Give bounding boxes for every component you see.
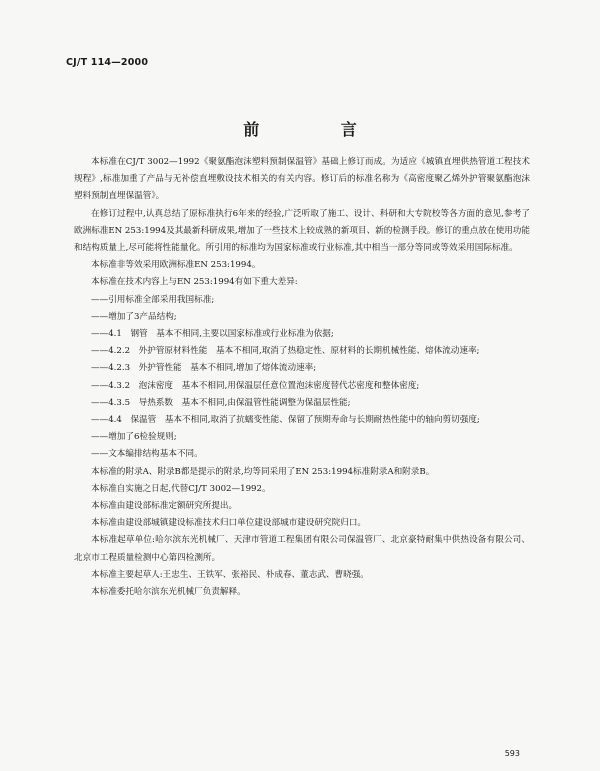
list-item: ——4.3.5 导热系数 基本不相同,由保温管性能调整为保温层性能; — [91, 397, 351, 408]
list-item: ——4.1 钢管 基本不相同,主要以国家标准或行业标准为依据; — [91, 329, 334, 340]
list-item: ——引用标准全部采用我国标准; — [91, 294, 215, 305]
list-item: ——4.2.3 外护管性能 基本不相同,增加了熔体流动速率; — [91, 363, 317, 374]
page-title: 前 言 — [243, 120, 395, 139]
paragraph-drafting-units: 本标准起草单位:哈尔滨东光机械厂、天津市管道工程集团有限公司保温管厂、北京豪特耐集中供热设备有限公司、北京市工程质量检测中心第四检测所。 — [74, 535, 530, 563]
paragraph-administrator: 本标准由建设部城镇建设标准技术归口单位建设部城市建设研究院归口。 — [91, 518, 367, 529]
paragraph-revision-process: 在修订过程中,认真总结了原标准执行6年来的经验,广泛听取了施工、设计、科研和大专院校等各方面的意见,参考了欧洲标准EN 253:1994及其最新科研成果,增加了一些技术上较成熟的新项目、新的检测手段。修订的重点放在使用功能和结构质量上,尽可能将性能量化。所引用的标准均为国家标准或行业标准,其中相当一部分等同或等效采用国际标准。 — [74, 208, 530, 254]
list-item: ——增加了6检验规则; — [91, 432, 177, 443]
list-item: ——增加了3产品结构; — [91, 311, 177, 322]
paragraph-intro: 本标准在CJ/T 3002—1992《聚氨酯泡沫塑料预制保温管》基础上修订而成。为适应《城镇直埋供热管道工程技术规程》,标准加重了产品与无补偿直埋敷设技术相关的有关内容。修订后的标准名称为《高密度聚乙烯外护管聚氨酯泡沫塑料预制直埋保温管》。 — [74, 157, 530, 202]
paragraph-appendix: 本标准的附录A、附录B都是提示的附录,均等同采用了EN 253:1994标准附录A和附录B。 — [91, 466, 435, 477]
standard-number: CJ/T 114—2000 — [66, 57, 149, 68]
list-item: ——4.3.2 泡沫密度 基本不相同,用保温层任意位置泡沫密度替代芯密度和整体密度; — [91, 380, 420, 391]
paragraph-equivalence: 本标准非等效采用欧洲标准EN 253:1994。 — [91, 260, 261, 271]
list-item: ——4.4 保温管 基本不相同,取消了抗蠕变性能、保留了预期寿命与长期耐热性能中的轴向剪切强度; — [91, 415, 480, 426]
page-number: 593 — [504, 749, 520, 758]
list-item: ——文本编排结构基本不同。 — [91, 449, 203, 460]
paragraph-drafters: 本标准主要起草人:王忠生、王铁军、张裕民、朴成春、董志武、曹晓强。 — [91, 569, 369, 580]
foreword-body — [74, 154, 530, 601]
paragraph-differences-intro: 本标准在技术内容上与EN 253:1994有如下重大差异: — [91, 277, 298, 288]
paragraph-interpretation: 本标准委托哈尔滨东光机械厂负责解释。 — [91, 587, 246, 598]
paragraph-replacement: 本标准自实施之日起,代替CJ/T 3002—1992。 — [91, 483, 271, 494]
list-item: ——4.2.2 外护管原材料性能 基本不相同,取消了热稳定性、原材料的长期机械性能、熔体流动速率; — [91, 346, 480, 357]
paragraph-proposer: 本标准由建设部标准定额研究所提出。 — [91, 501, 238, 512]
